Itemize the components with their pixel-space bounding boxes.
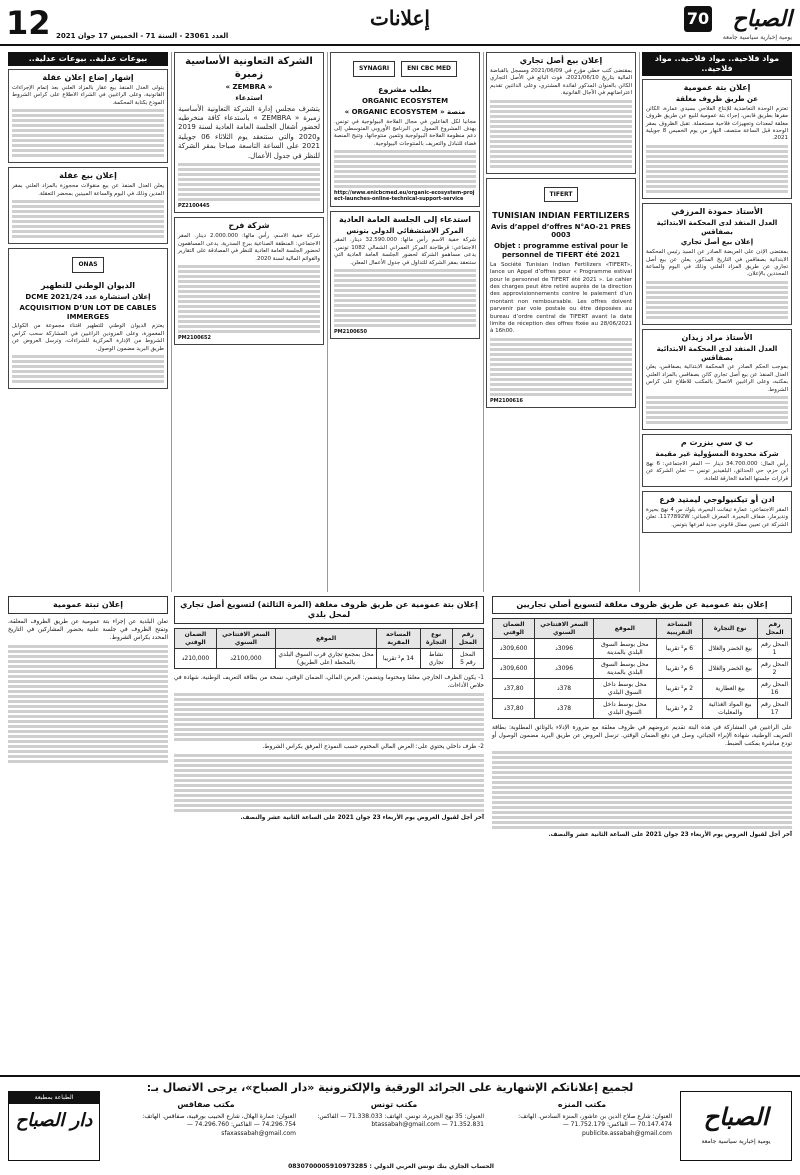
ad-subtitle: شركة محدودة المسؤولية غير مقيمة (655, 449, 779, 458)
ad-subtitle: Avis d’appel d’offres N°AO-21 PRES 0003 (491, 222, 631, 240)
ad-reference: PM2100650 (334, 329, 367, 336)
text-lines (646, 281, 788, 319)
ad-title: إعلان بيع أصل تجاري (519, 56, 603, 65)
ad-title: إشهار إضاع إعلان عقلة (42, 73, 134, 82)
text-lines (646, 145, 788, 193)
ad-reference: PM2100652 (178, 335, 211, 342)
printing-stamp (8, 1091, 100, 1161)
ad-body: يتولى العدل المنفذ بيع عقار بالمزاد العلني بعد إتمام الإجراءات القانونية، وعلى الراغبين في الشراء الاطلاع على كراس الشروط المودع بكتابة المحكمة. (12, 85, 164, 106)
ad-body: بمقتضى كتب خطي مؤرخ في 2021/06/09 ومسجل بالقباضة المالية بتاريخ 2021/06/10، فوت البائع في الأصل التجاري الكائن بالعنوان المذكور لفائدة المشتري، وعلى الدائنين تقديم اعتراضاتهم في الآجال القانونية. (490, 68, 632, 97)
table-header: المساحة التقريبية (656, 619, 702, 639)
tender-two-shops (492, 596, 792, 1066)
ad-organic (330, 52, 480, 207)
ad-bailiff (642, 329, 792, 430)
table-row (493, 659, 792, 679)
tender-deadline: آخر أجل لقبول العروض يوم الأربعاء 23 جوان 2021 على الساعة الثانية عشر والنصف. (240, 815, 484, 822)
tender-title: إعلان بتة عمومية عن طريق ظروف مغلقة (المرة الثالثة) لتسويغ أصل تجاري لمحل بلدي (174, 596, 484, 624)
onas-logo: ONAS (12, 252, 164, 278)
ad-tifert (486, 178, 636, 408)
ad-body: تعتزم الوحدة التعاضدية للإنتاج الفلاحي بسيدي عمارة، الكائن مقرها بطريق قابس، إجراء بتة عمومية للبيع عن طريق ظروف مغلقة لمعدات وتجهيزات فلاحية مستعملة. تقبل الظروف بمقر الوحدة قبل الساعة منتصف النهار من يوم الخميس 8 جويلية 2021. (646, 105, 788, 142)
ad-body: شركة خفية الاسم، رأس مالها: 2.000.000 دينار. المقر الاجتماعي: المنطقة الصناعية ببرج السدرية. يدعى المساهمون لحضور الجلسة العامة العادية للنظر في المصادقة على التقارير والقوائم المالية لسنة 2020. (178, 233, 320, 262)
column-2 (486, 52, 636, 412)
ad-tender (642, 79, 792, 199)
footer (0, 1075, 800, 1175)
table-header: رقم المحل (452, 629, 483, 649)
ad-company (642, 491, 792, 533)
logo-name: الصباح (732, 6, 792, 32)
table-header: الموقع (593, 619, 656, 639)
column-divider (171, 52, 172, 592)
text-lines (12, 109, 164, 157)
ad-reference: PZ2100445 (178, 203, 210, 210)
table-cell: 378د (535, 699, 594, 719)
ad-judicial (8, 69, 168, 163)
text-lines (334, 150, 476, 188)
ad-assembly (330, 211, 480, 340)
ad-body: يتشرف مجلس إدارة الشركة التعاونية الأساسية زمبرة « ZEMBRA » باستدعاء كافة منخرطيه لحضور أشغال الجلسة العامة العادية لسنة 2019 و2020 والتي ستنعقد يوم الثلاثاء 06 جويلية 2021 على الساعة التاسعة صباحا بمقر الشركة للنظر في جدول الأعمال. (178, 104, 320, 160)
footer-logo (680, 1091, 792, 1161)
ad-title: الشركة التعاونية الأساسية زمبرة (185, 56, 313, 80)
table-header: الموقع (275, 629, 376, 649)
eni-logo: ENI CBC MED (401, 61, 457, 77)
footer-logo-name: الصباح (703, 1102, 769, 1131)
footer-logo-tagline: يومية إخبارية سياسية جامعة (701, 1138, 771, 1145)
office-sfax (116, 1099, 296, 1139)
ad-subtitle: إعلان بيع أصل تجاري (680, 238, 754, 247)
ad-company (642, 434, 792, 487)
ad-title: الديوان الوطني للتطهير (40, 281, 136, 291)
text-lines (334, 269, 476, 327)
office-tunis (304, 1099, 484, 1130)
tender-title: إعلان بتة عمومية عن طريق ظروف مغلقة لتسويغ أصلي تجاريين (492, 596, 792, 614)
ad-bailiff (642, 203, 792, 325)
table-cell: 2100,000د (216, 649, 275, 669)
ad-zembra (174, 52, 324, 213)
page-number: 12 (6, 4, 51, 42)
office-details: العنوان: عمارة الهلال، شارع الحبيب بورقيبة، صفاقس. الهاتف: 74.296.754 — الفاكس: 74.296.760 — sfaxassabah@gmail.com (142, 1112, 296, 1137)
table-cell: المحل رقم 5 (452, 649, 483, 669)
office-title: مكتب المنزه (557, 1100, 607, 1109)
ad-farah (174, 217, 324, 345)
tender-title: إعلان تبتة عمومية (8, 596, 168, 614)
ad-title: بطلب مشروع (378, 85, 432, 94)
office-details: العنوان: 35 نهج الجزيرة، تونس. الهاتف: 71.338.033 — الفاكس: 71.352.831 — btassabah@gmail.com (317, 1112, 484, 1129)
table-row (493, 699, 792, 719)
ad-onas (8, 248, 168, 389)
table-cell: محل بوسط السوق البلدي بالمدينة (593, 639, 656, 659)
ad-subtitle: استدعاء (235, 93, 263, 102)
text-lines (174, 754, 484, 812)
table-header: نوع التجارة (703, 619, 758, 639)
text-lines (178, 163, 320, 201)
tender-condition-1: 1- يكون الظرف الخارجي مغلقا ومختوما ويتضمن: العرض المالي، الضمان الوقتي، نسخة من بطاقة التعريف الوطنية، شهادة في خلاص الأداءات. (174, 675, 484, 690)
ad-sale (486, 52, 636, 174)
masthead (0, 0, 800, 46)
ad-body: رأس المال: 34.700.000 دينار — المقر الاجتماعي: 6 نهج ابن حزم، حي الحدائق، البلفيدير تونس — تعلن الشركة عن قرارات جلستها العامة الخارقة للعادة. (646, 460, 788, 482)
ad-body: مجانيا لكل الفاعلين في مجال الفلاحة البيولوجية في تونس. يهدف المشروع الممول من البرنامج الأوروبي المتوسطي إلى دعم منظومة الفلاحة البيولوجية وتثمين منتوجاتها، وتتيح المنصة فضاء للتبادل والتعريف بالمنتوجات البيولوجية. (334, 118, 476, 147)
ad-subtitle: عن طريق ظروف مغلقة (675, 95, 759, 103)
column-5 (8, 52, 168, 393)
table-header: رقم المحل (758, 619, 792, 639)
office-menzah (492, 1099, 672, 1139)
ad-body: يعتزم الديوان الوطني للتطهير اقتناء مجموعة من الكوابل المغمورة، وعلى المزودين الراغبين في المشاركة سحب كراس الشروط من الإدارة المركزية للشراءات، وترسل العروض عن طريق البريد مضمون الوصول. (12, 323, 164, 352)
table-cell: 3096د (535, 659, 594, 679)
table-cell: محل بوسط داخل السوق البلدي (593, 679, 656, 699)
table-cell: نشاط تجاري (420, 649, 452, 669)
ad-body: بمقتضى الإذن على العريضة الصادر عن السيد رئيس المحكمة الابتدائية بصفاقس في التاريخ المذكور، يعلن عن بيع أصل تجاري عن طريق المزاد العلني وذلك في اليوم والساعة المحددين بالإعلان. (646, 249, 788, 278)
office-title: مكتب تونس (370, 1100, 418, 1109)
ad-subtitle: ORGANIC ECOSYSTEM (361, 97, 449, 105)
ad-subtitle: ACQUISITION D’UN LOT DE CABLES IMMERGES (19, 303, 157, 321)
table-cell: محل بوسط السوق البلدي بالمدينة (593, 659, 656, 679)
ad-object: Objet : programme estival pour le personnel de TIFERT été 2021 (494, 242, 628, 259)
tender-one-shop (174, 596, 484, 1066)
tifert-logo: TIFERT (490, 182, 632, 208)
table-cell: المحل رقم 16 (758, 679, 792, 699)
ad-reference: PM2100616 (490, 397, 523, 404)
table-cell: محل بمجمع تجاري قرب السوق البلدي بالمحطة (على الطريق) (275, 649, 376, 669)
table-cell: 2 م² تقريبا (656, 699, 702, 719)
ad-title: الأستاذ مراد زيدان (681, 332, 753, 342)
ad-subtitle: « ZEMBRA » (225, 83, 273, 91)
ad-title: شركة فرح (228, 221, 270, 231)
table-cell: 14 م² تقريبا (377, 649, 420, 669)
project-link[interactable]: http://www.enicbcmed.eu/organic-ecosystem-project-launches-online-technical-support-service (334, 190, 475, 203)
text-lines (490, 100, 632, 168)
tender-conditions: على الراغبين في المشاركة في هذه البتة تقديم عروضهم في ظروف مغلقة مع ضرورة الإدلاء بالوثائق المطلوبة: بطاقة التعريف الوطنية، شهادة الإبراء الجبائي، وصل في دفع الضمان الوقتي. ترسل العروض عن طريق البريد مضمون الوصول أو تودع مباشرة بمكتب الضبط. (492, 725, 792, 748)
column-banner: بيوعات عدلية.. بيوعات عدلية.. (8, 52, 168, 66)
bank-account: 0830700005910973285 : الحساب الجاري بنك تونس العربي الدولي (288, 1163, 494, 1170)
ad-subtitle: العدل المنفذ لدى المحكمة الابتدائية بصفاقس (656, 218, 778, 236)
table-cell: المحل رقم 2 (758, 659, 792, 679)
tender-left (8, 596, 168, 1066)
table-header: المساحة المقربة (377, 629, 420, 649)
ad-title: استدعاء إلى الجلسة العامة العادية (338, 214, 472, 224)
ad-title: إعلان بتة عمومية (683, 83, 751, 92)
text-lines (178, 265, 320, 333)
table-cell: بيع العطارية (703, 679, 758, 699)
table-cell: 6 م² تقريبا (656, 659, 702, 679)
stamp-name: دار الصباح (15, 1109, 93, 1131)
ad-title: إعلان بيع عقلة (59, 171, 117, 181)
issue-line: العدد 23061 - السنة 71 - الخميس 17 جوان 2021 (56, 32, 229, 40)
table-row (493, 639, 792, 659)
text-lines (492, 751, 792, 829)
tender-condition-2: 2- ظرف داخلي يحتوي على: العرض المالي المختوم حسب النموذج المرفق بكراس الشروط. (262, 744, 484, 751)
table-cell: 6 م² تقريبا (656, 639, 702, 659)
ad-title: الأستاذ حمودة المرزقي (671, 206, 763, 216)
column-3 (330, 52, 480, 343)
logo-badge: 70 (684, 6, 712, 32)
table-cell: 309,600د (493, 659, 535, 679)
table-cell: بيع المواد الغذائية والمعلبات (703, 699, 758, 719)
ad-judicial (8, 167, 168, 244)
column-divider (327, 52, 328, 592)
tender-body: تعلن البلدية عن إجراء بتة عمومية عن طريق الظروف المغلقة، وتفتح الظروف في جلسة علنية بحضور المشاركين في التاريخ المحدد بكراس الشروط. (8, 619, 168, 642)
table-cell: 309,600د (493, 639, 535, 659)
table-cell: بيع الخضر والغلال (703, 639, 758, 659)
table-header: الضمان الوقتي (175, 629, 217, 649)
ad-subtitle: إعلان استشارة عدد 2021/24 DCME (25, 293, 151, 302)
table-row (175, 649, 484, 669)
synagri-logo: SYNAGRI (353, 61, 395, 77)
table-header: السعر الافتتاحي السنوي (216, 629, 275, 649)
ad-subtitle: العدل المنفذ لدى المحكمة الابتدائية بصفاقس (656, 344, 778, 362)
office-details: العنوان: شارع صلاح الدين بن عاشور، المنزه السادس. الهاتف: 70.147.474 — الفاكس: 71.752.179 — publicite.assabah@gmail.com (518, 1112, 672, 1137)
ad-title: TUNISIAN INDIAN FERTILIZERS (492, 210, 630, 220)
ad-body: شركة خفية الاسم رأس مالها: 32.590.000 دينار. المقر الاجتماعي: قرطاجنة المركز العمراني الشمالي 1082 تونس. يدعى مساهمو الشركة لحضور الجلسة العامة العادية التي ستنعقد بمقر الشركة للتداول في جدول الأعمال المعلن. (334, 237, 477, 266)
table-cell: محل بوسط داخل السوق البلدي (593, 699, 656, 719)
table-cell: 3096د (535, 639, 594, 659)
stamp-top: الطباعة بمطبعة (9, 1092, 99, 1104)
table-cell: بيع الخضر والغلال (703, 659, 758, 679)
tender-table (492, 618, 792, 719)
column-divider (639, 52, 640, 592)
table-cell: المحل رقم 17 (758, 699, 792, 719)
ad-body: المقر الاجتماعي: عمارة تيفانت البحيرة، بلوك س 4 نهج بحيرة ونديرمار، ضفاف البحيرة. المعرف الجبائي: 1177892W. تعلن الشركة عن تعيين ممثل قانوني جديد لفرعها بتونس. (646, 507, 788, 528)
table-cell: 37,80د (493, 679, 535, 699)
table-cell: 2 م² تقريبا (656, 679, 702, 699)
ad-body: La Société Tunisian Indian Fertilizers «TIFERT», lance un Appel d’offres pour « Programme estival pour le personnel de TIFERT été 2021 ». Le cahier des charges peut être retiré auprès de la direction des approvisionnements contre le paiement d’un montant non remboursable. Les offres doivent parvenir par voie postale ou être déposées au bureau d’ordre central de TIFERT avant la date limite de réception des offres fixée au 28/06/2021 à 16h00. (490, 261, 632, 335)
project-logos (334, 56, 476, 82)
column-divider (483, 52, 484, 592)
office-title: مكتب صفاقس (177, 1100, 235, 1109)
table-header: نوع التجارة (420, 629, 452, 649)
section-title: إعلانات (370, 6, 430, 30)
text-lines (8, 645, 168, 763)
table-row (493, 679, 792, 699)
table-cell: 37,80د (493, 699, 535, 719)
table-header: الضمان الوقتي (493, 619, 535, 639)
tender-deadline: آخر أجل لقبول العروض يوم الأربعاء 23 جوان 2021 على الساعة الثانية عشر والنصف. (548, 832, 792, 839)
text-lines (12, 355, 164, 383)
column-4 (174, 52, 324, 349)
table-cell: المحل رقم 1 (758, 639, 792, 659)
column-1 (642, 52, 792, 537)
table-cell: 210,000د (175, 649, 217, 669)
logo-tagline: يومية إخبارية سياسية جامعة (722, 34, 792, 41)
text-lines (174, 693, 484, 741)
text-lines (646, 396, 788, 424)
tender-table (174, 628, 484, 669)
table-header: السعر الافتتاحي السنوي (535, 619, 594, 639)
column-banner: مواد فلاحية.. مواد فلاحية.. مواد فلاحية.. (642, 52, 792, 76)
ad-body: بموجب الحكم الصادر عن المحكمة الابتدائية بصفاقس، يعلن العدل المنفذ عن بيع أصل تجاري كائن بصفاقس بالمزاد العلني بمكتبه، وعلى الراغبين الاتصال بالمكتب للاطلاع على كراس الشروط. (646, 364, 788, 393)
ad-subtitle: المركز الاستشفائي الدولي بتونس (346, 226, 464, 235)
table-cell: 378د (535, 679, 594, 699)
footer-headline: لجميع إعلاناتكم الإشهارية على الجرائد الورقية والإلكترونية «دار الصباح»، يرجى الاتصال بـ: (146, 1081, 634, 1094)
ad-body: يعلن العدل المنفذ عن بيع منقولات محجوزة بالمزاد العلني بمقر المدين وذلك في اليوم والساعة المبينين بمحضر التعقلة. (12, 183, 164, 197)
text-lines (12, 200, 164, 238)
ad-title: ب ي سي بنزرت م (680, 437, 754, 447)
text-lines (490, 338, 632, 396)
ad-title: ادن أو تيكنيولوجي ليمتيد فرع (659, 495, 775, 504)
ad-subtitle: منصة « ORGANIC ECOSYSTEM » (344, 107, 466, 116)
